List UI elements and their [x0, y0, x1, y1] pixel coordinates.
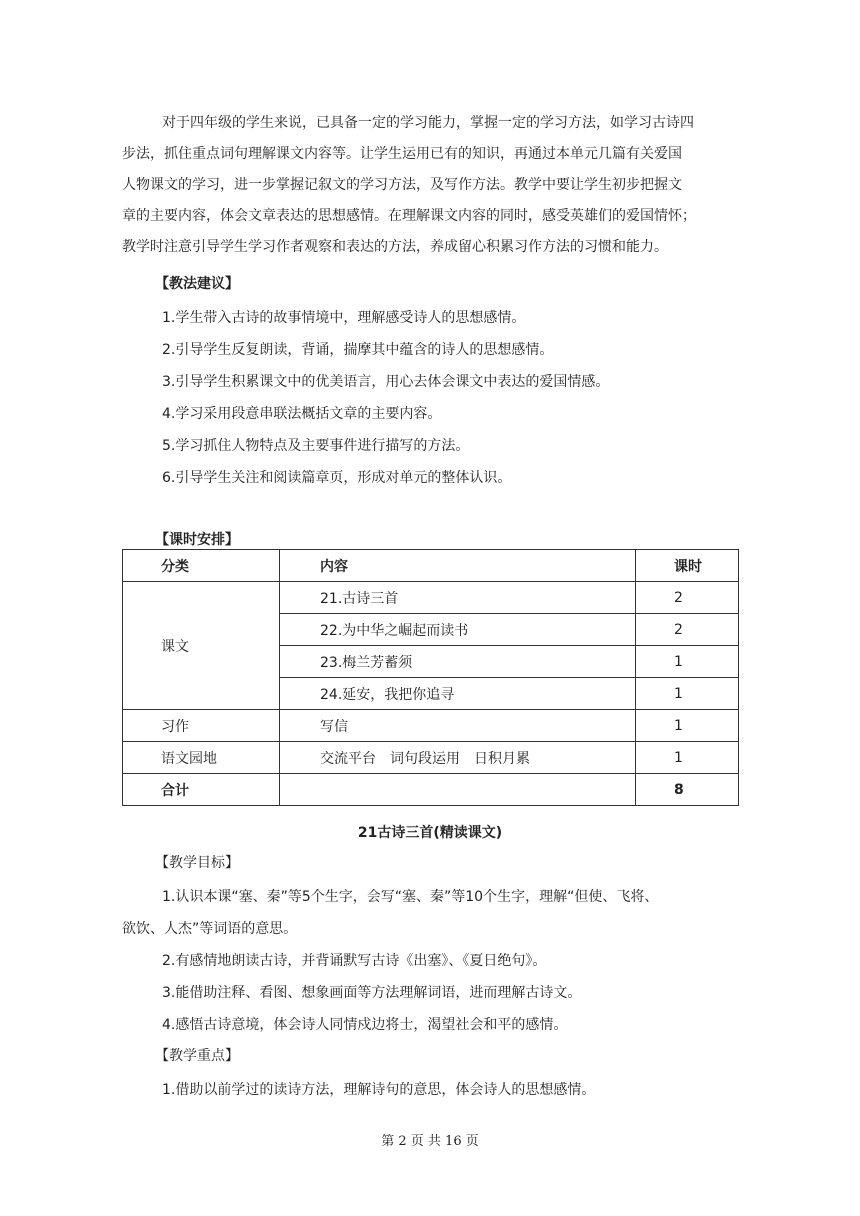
goal-item: 3.能借助注释、看图、想象画面等方法理解词语，进而理解古诗文。: [162, 985, 582, 1001]
method-item: 2.引导学生反复朗读，背诵，揣摩其中蕴含的诗人的思想感情。: [162, 342, 554, 358]
intro-line: 章的主要内容，体会文章表达的思想感情。在理解课文内容的同时，感受英雄们的爱国情怀；: [122, 208, 696, 224]
hours-cell: 2: [636, 582, 739, 614]
header-content: 内容: [280, 550, 636, 582]
content-cell: 21.古诗三首: [280, 582, 636, 614]
focus-item: 1.借助以前学过的读诗方法，理解诗句的意思，体会诗人的思想感情。: [162, 1082, 596, 1098]
goal-item: 4.感悟古诗意境，体会诗人同情戍边将士，渴望社会和平的感情。: [162, 1017, 568, 1033]
table-row: [123, 582, 739, 614]
header-category: 分类: [123, 550, 280, 582]
goal-item: 1.认识本课“塞、秦”等5个生字，会写“塞、秦”等10个生字，理解“但使、飞将、: [162, 889, 659, 905]
goal-item: 2.有感情地朗读古诗，并背诵默写古诗《出塞》、《夏日绝句》。: [162, 953, 547, 969]
table-row: [123, 742, 739, 774]
table-header-row: [123, 550, 739, 582]
hours-cell: 1: [636, 710, 739, 742]
schedule-table: [122, 549, 739, 806]
content-cell: 22.为中华之崛起而读书: [280, 614, 636, 646]
method-item: 6.引导学生关注和阅读篇章页，形成对单元的整体认识。: [162, 470, 512, 486]
intro-line: 教学时注意引导学生学习作者观察和表达的方法，养成留心积累习作方法的习惯和能力。: [122, 239, 668, 255]
method-item: 5.学习抓住人物特点及主要事件进行描写的方法。: [162, 438, 470, 454]
content-cell: 交流平台 词句段运用 日积月累: [280, 742, 636, 774]
lesson-title: 21古诗三首(精读课文): [357, 825, 503, 841]
content-cell: 23.梅兰芳蓄须: [280, 646, 636, 678]
methods-heading: 【教法建议】: [155, 276, 239, 292]
method-item: 1.学生带入古诗的故事情境中，理解感受诗人的思想感情。: [162, 310, 526, 326]
method-item: 4.学习采用段意串联法概括文章的主要内容。: [162, 406, 442, 422]
table-row: [123, 710, 739, 742]
total-label: 合计: [123, 774, 280, 806]
hours-cell: 2: [636, 614, 739, 646]
page-number: 第 2 页 共 16 页: [381, 1134, 479, 1149]
content-cell: 24.延安，我把你追寻: [280, 678, 636, 710]
goal-item-continued: 欲饮、人杰”等词语的意思。: [122, 921, 298, 937]
schedule-heading: 【课时安排】: [155, 532, 239, 548]
method-item: 3.引导学生积累课文中的优美语言，用心去体会课文中表达的爱国情感。: [162, 374, 610, 390]
intro-paragraph: [122, 108, 740, 263]
intro-line: 人物课文的学习，进一步掌握记叙文的学习方法，及写作方法。教学中要让学生初步把握文: [122, 177, 682, 193]
content-cell: 写信: [280, 710, 636, 742]
hours-cell: 1: [636, 742, 739, 774]
category-cell: 语文园地: [123, 742, 280, 774]
intro-line: 步法，抓住重点词句理解课文内容等。让学生运用已有的知识，再通过本单元几篇有关爱国: [122, 146, 682, 162]
category-cell: 习作: [123, 710, 280, 742]
hours-cell: 1: [636, 646, 739, 678]
focus-heading: 【教学重点】: [155, 1048, 239, 1064]
total-hours: 8: [636, 774, 739, 806]
hours-cell: 1: [636, 678, 739, 710]
header-hours: 课时: [636, 550, 739, 582]
goals-heading: 【教学目标】: [155, 855, 239, 871]
table-total-row: [123, 774, 739, 806]
content-cell: [280, 774, 636, 806]
category-cell: 课文: [123, 582, 280, 710]
intro-line: 对于四年级的学生来说，已具备一定的学习能力，掌握一定的学习方法，如学习古诗四: [162, 115, 694, 131]
